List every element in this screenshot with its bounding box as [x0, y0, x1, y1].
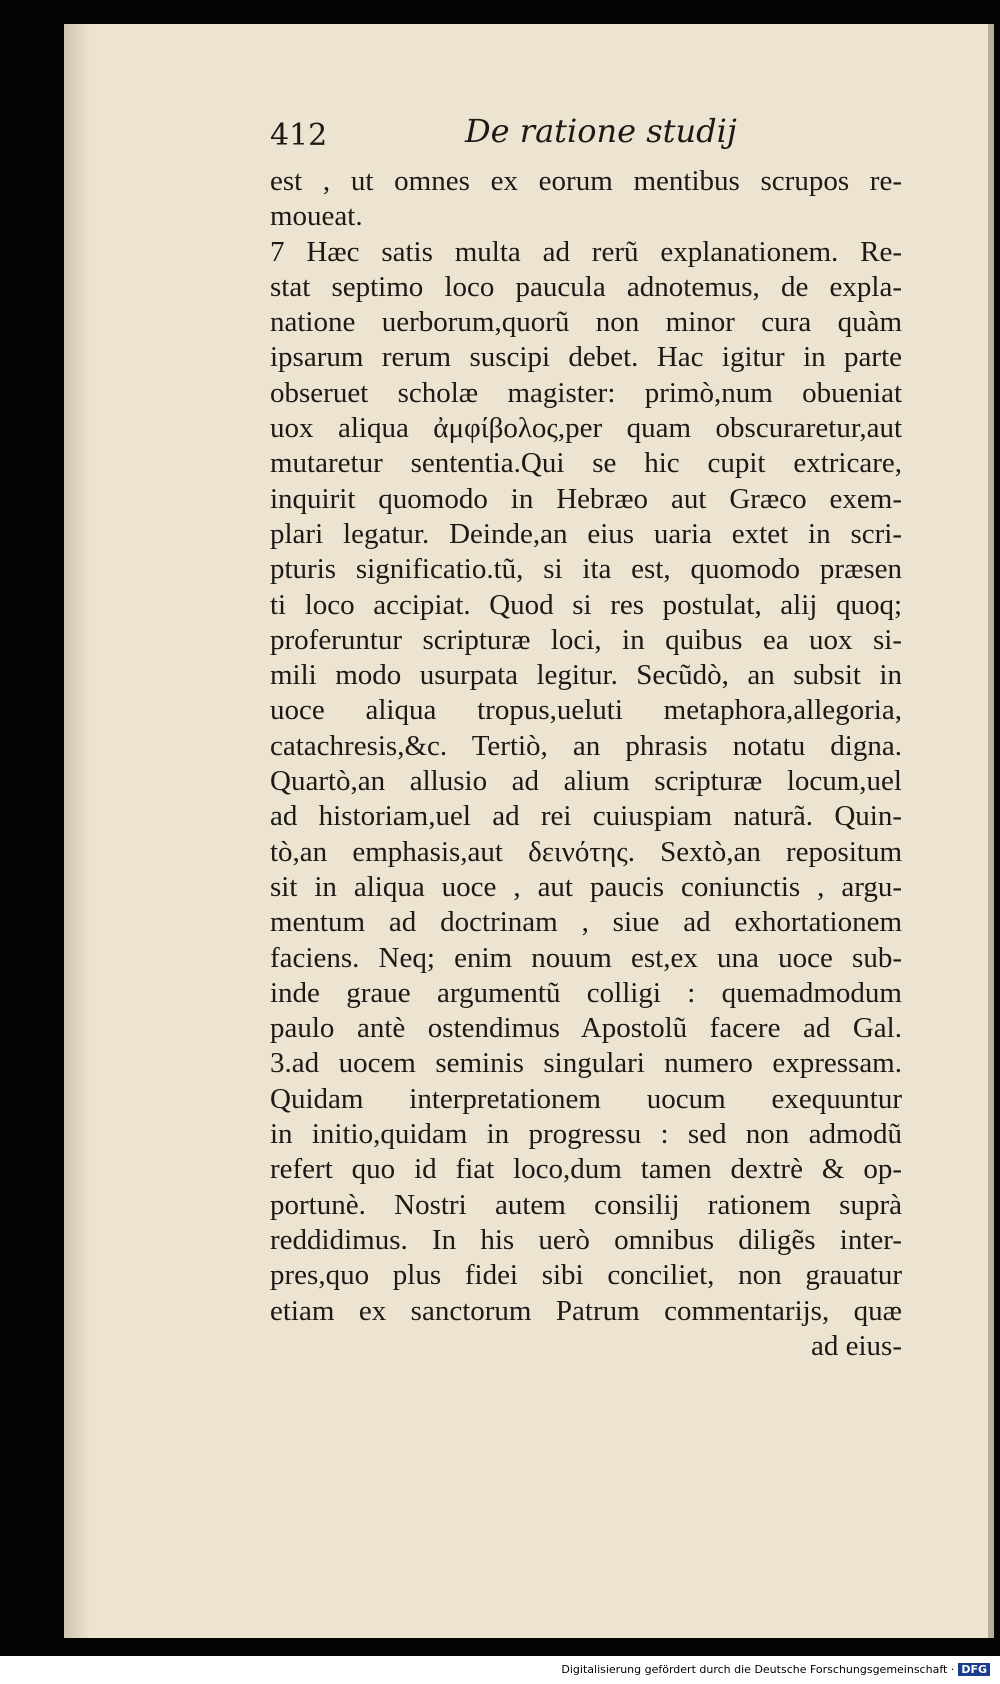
text-line: tò,an emphasis,aut δεινότης. Sextò,an repositum: [270, 835, 902, 868]
text-line: uox aliqua ἀμφίβολος,per quam obscuraretur,aut: [270, 412, 902, 445]
text-line: 3.ad uocem seminis singulari numero expressam.: [270, 1047, 902, 1080]
text-line: uoce aliqua tropus,ueluti metaphora,allegoria,: [270, 694, 902, 727]
text-line: obseruet scholæ magister: primò,num obueniat: [270, 376, 902, 409]
text-line: natione uerborum,quorũ non minor cura quàm: [270, 306, 902, 339]
text-line: Quartò,an allusio ad alium scripturæ locum,uel: [270, 765, 902, 798]
text-line: portunè. Nostri autem consilij rationem suprà: [270, 1188, 902, 1221]
text-line: mutaretur sententia.Qui se hic cupit extricare,: [270, 447, 902, 480]
text-line: est , ut omnes ex eorum mentibus scrupos re-: [270, 165, 902, 197]
catchword: ad eius-: [811, 1329, 902, 1362]
text-line: pturis significatio.tũ, si ita est, quomodo præsen: [270, 553, 902, 586]
text-line: sit in aliqua uoce , aut paucis coniunctis , argu-: [270, 870, 902, 903]
dfg-logo: DFG: [958, 1663, 990, 1676]
running-head-title: De ratione studij: [465, 112, 737, 150]
text-line: mili modo usurpata legitur. Secũdò, an subsit in: [270, 659, 902, 692]
text-line: etiam ex sanctorum Patrum commentarijs, quæ: [270, 1294, 902, 1327]
text-line: in initio,quidam in progressu : sed non admodũ: [270, 1118, 902, 1151]
text-line: ti loco accipiat. Quod si res postulat, alij quoq;: [270, 588, 902, 621]
page-gutter-shadow: [64, 24, 90, 1638]
body-text: [270, 164, 902, 1364]
text-line: proferuntur scripturæ loci, in quibus ea uox si-: [270, 623, 902, 656]
text-line: ipsarum rerum suscipi debet. Hac igitur in parte: [270, 341, 902, 374]
text-line: Quidam interpretationem uocum exequuntur: [270, 1082, 902, 1115]
text-line: ad historiam,uel ad rei cuiuspiam naturã. Quin-: [270, 800, 902, 833]
text-line: moueat.: [270, 200, 363, 233]
text-line: refert quo id fiat loco,dum tamen dextrè & op-: [270, 1153, 902, 1186]
text-line: plari legatur. Deinde,an eius uaria extet in scri-: [270, 517, 902, 550]
text-line: 7 Hæc satis multa ad rerũ explanationem. Re-: [270, 235, 902, 268]
credit-text: Digitalisierung gefördert durch die Deutsche Forschungsgemeinschaft ·: [561, 1663, 955, 1676]
text-line: inde graue argumentũ colligi : quemadmodum: [270, 976, 902, 1009]
text-line: stat septimo loco paucula adnotemus, de expla-: [270, 270, 902, 303]
text-line: catachresis,&c. Tertiò, an phrasis notatu digna.: [270, 729, 902, 762]
text-line: faciens. Neq; enim nouum est,ex una uoce sub-: [270, 941, 902, 974]
text-line: pres,quo plus fidei sibi conciliet, non grauatur: [270, 1259, 902, 1292]
text-line: inquirit quomodo in Hebræo aut Græco exem-: [270, 482, 902, 515]
page-number: 412: [270, 118, 328, 153]
running-head: [270, 112, 850, 162]
text-line: mentum ad doctrinam , siue ad exhortationem: [270, 906, 902, 939]
text-line: paulo antè ostendimus Apostolũ facere ad Gal.: [270, 1012, 902, 1045]
text-line: reddidimus. In his uerò omnibus diligẽs inter-: [270, 1223, 902, 1256]
digitization-credit: [0, 1663, 990, 1676]
